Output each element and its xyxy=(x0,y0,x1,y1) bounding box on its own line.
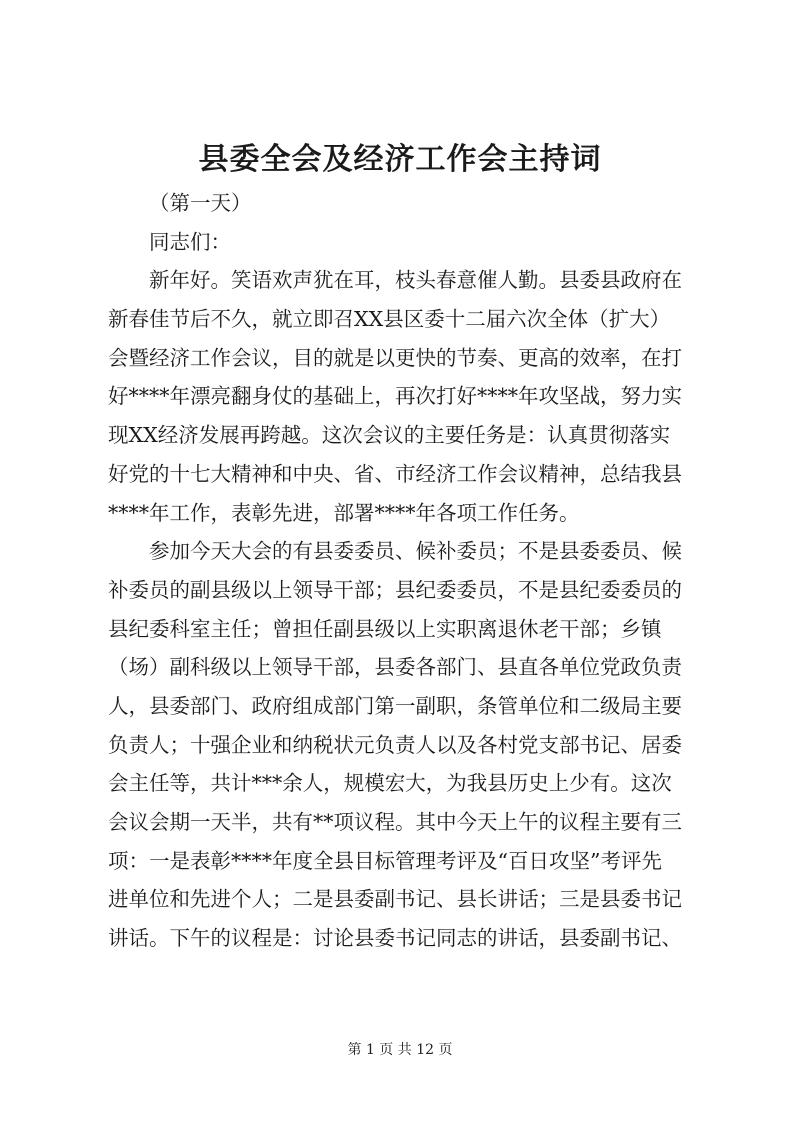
text-line: 好****年漂亮翻身仗的基础上，再次打好****年攻坚战，努力实 xyxy=(108,384,682,409)
page-number-footer: 第 1 页 共 12 页 xyxy=(347,1042,453,1058)
text-line: 同志们： xyxy=(149,229,231,254)
text-line: 项：一是表彰****年度全县目标管理考评及“百日攻坚”考评先 xyxy=(108,848,662,873)
text-line: 会议会期一天半，共有**项议程。其中今天上午的议程主要有三 xyxy=(108,810,682,834)
text-line: 县纪委科室主任；曾担任副县级以上实职离退休老干部；乡镇 xyxy=(108,616,662,641)
document-body xyxy=(108,184,708,958)
text-line: 好党的十七大精神和中央、省、市经济工作会议精神，总结我县 xyxy=(108,461,682,486)
text-line: 现XX经济发展再跨越。这次会议的主要任务是：认真贯彻落实 xyxy=(108,423,671,448)
text-line: 人，县委部门、政府组成部门第一副职，条管单位和二级局主要 xyxy=(108,693,682,718)
text-line: 补委员的副县级以上领导干部；县纪委委员，不是县纪委委员的 xyxy=(108,577,682,602)
text-line: 讲话。下午的议程是：讨论县委书记同志的讲话，县委副书记、 xyxy=(108,926,682,951)
text-line: 进单位和先进个人；二是县委副书记、县长讲话；三是县委书记 xyxy=(108,887,682,912)
text-line: 会暨经济工作会议，目的就是以更快的节奏、更高的效率，在打 xyxy=(108,345,682,370)
text-line: 新春佳节后不久，就立即召XX县区委十二届六次全体（扩大） xyxy=(108,307,671,332)
document-title: 县委全会及经济工作会主持词 xyxy=(198,142,602,177)
text-line: ****年工作，表彰先进，部署****年各项工作任务。 xyxy=(108,500,580,525)
text-line: 会主任等，共计***余人，规模宏大，为我县历史上少有。这次 xyxy=(108,771,672,796)
text-line: 新年好。笑语欢声犹在耳，枝头春意催人勤。县委县政府在 xyxy=(149,268,682,293)
text-line: （第一天） xyxy=(149,191,252,215)
text-line: （场）副科级以上领导干部，县委各部门、县直各单位党政负责 xyxy=(108,655,682,680)
text-line: 负责人；十强企业和纳税状元负责人以及各村党支部书记、居委 xyxy=(108,732,682,757)
text-line: 参加今天大会的有县委委员、候补委员；不是县委委员、候 xyxy=(149,539,682,564)
